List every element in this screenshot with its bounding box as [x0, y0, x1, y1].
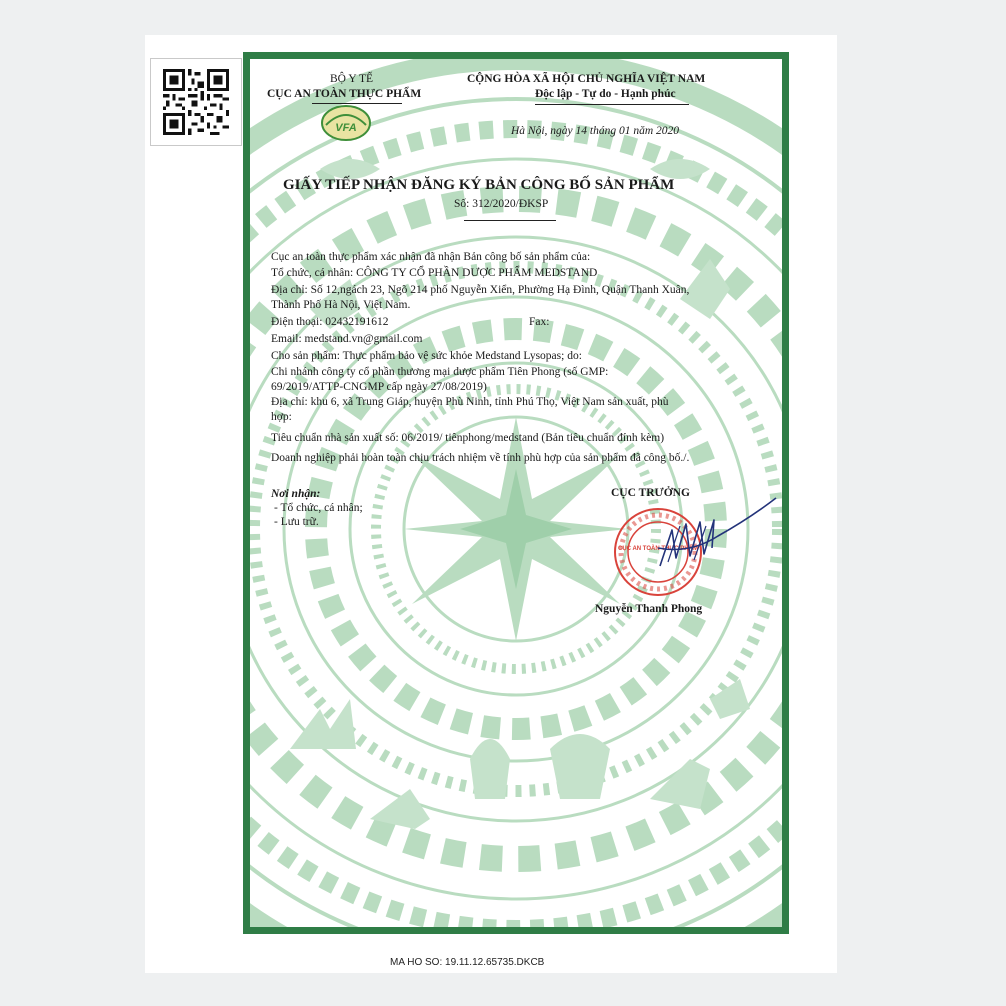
motto: Độc lập - Tự do - Hạnh phúc — [535, 88, 676, 100]
recipient-item: - Tổ chức, cá nhân; — [274, 502, 363, 514]
body-line-1: Cục an toàn thực phẩm xác nhận đã nhận Bản công bố sản phẩm của: — [271, 251, 591, 263]
recipient-item: - Lưu trữ. — [274, 516, 319, 528]
phone-line: Điện thoại: 02432191612 — [271, 316, 389, 328]
signer-title: CỤC TRƯỞNG — [611, 487, 690, 499]
title-underline — [464, 220, 556, 221]
body-line-7: Cho sản phẩm: Thực phẩm bảo vệ sức khỏe Medstand Lysopas; do: — [271, 350, 582, 362]
signer-name: Nguyễn Thanh Phong — [595, 603, 703, 615]
body-line-11: hợp: — [271, 411, 292, 423]
file-code: MA HO SO: 19.11.12.65735.DKCB — [390, 957, 545, 968]
country-name: CỘNG HÒA XÃ HỘI CHỦ NGHĨA VIỆT NAM — [467, 73, 706, 85]
department-name: CỤC AN TOÀN THỰC PHẨM — [267, 88, 422, 100]
email-line: Email: medstand.vn@gmail.com — [271, 333, 423, 345]
place-date: Hà Nội, ngày 14 tháng 01 năm 2020 — [511, 125, 680, 137]
body-line-12: Tiêu chuẩn nhà sản xuất số: 06/2019/ tiênphong/medstand (Bản tiêu chuẩn đính kèm) — [271, 432, 665, 444]
body-line-4: Thành Phố Hà Nội, Việt Nam. — [271, 299, 411, 311]
vfa-logo — [320, 103, 372, 143]
document-number: Số: 312/2020/ĐKSP — [454, 198, 549, 210]
fax-line: Fax: — [529, 316, 550, 328]
ministry-name: BỘ Y TẾ — [330, 73, 374, 85]
body-line-8: Chi nhánh công ty cổ phần thương mại dược phẩm Tiên Phong (số GMP: — [271, 366, 609, 378]
handwritten-signature — [640, 496, 780, 582]
recipients-heading: Nơi nhận: — [271, 488, 321, 500]
body-line-10: Địa chỉ: khu 6, xã Trung Giáp, huyện Phù Ninh, tỉnh Phú Thọ, Việt Nam sản xuất, phù — [271, 396, 669, 408]
svg-text:VFA: VFA — [335, 122, 357, 134]
qr-code-icon — [163, 69, 229, 135]
document-title: GIẤY TIẾP NHẬN ĐĂNG KÝ BẢN CÔNG BỐ SẢN PHẨM — [283, 177, 675, 193]
svg-text:CỤC AN TOÀN THỰC PHẨM: CỤC AN TOÀN THỰC PHẨM — [618, 546, 698, 552]
qr-code — [150, 58, 242, 146]
body-line-13: Doanh nghiệp phải hoàn toàn chịu trách nhiệm về tính phù hợp của sản phẩm đã công bố./. — [271, 452, 690, 464]
body-line-9: 69/2019/ATTP-CNGMP cấp ngày 27/08/2019) — [271, 381, 487, 393]
body-line-3: Địa chỉ: Số 12,ngách 23, Ngõ 214 phố Nguyễn Xiển, Phường Hạ Đình, Quận Thanh Xuân, — [271, 284, 690, 296]
motto-underline — [535, 104, 689, 105]
body-line-2: Tổ chức, cá nhân: CÔNG TY CỔ PHẦN DƯỢC PHẨM MEDSTAND — [271, 267, 598, 279]
